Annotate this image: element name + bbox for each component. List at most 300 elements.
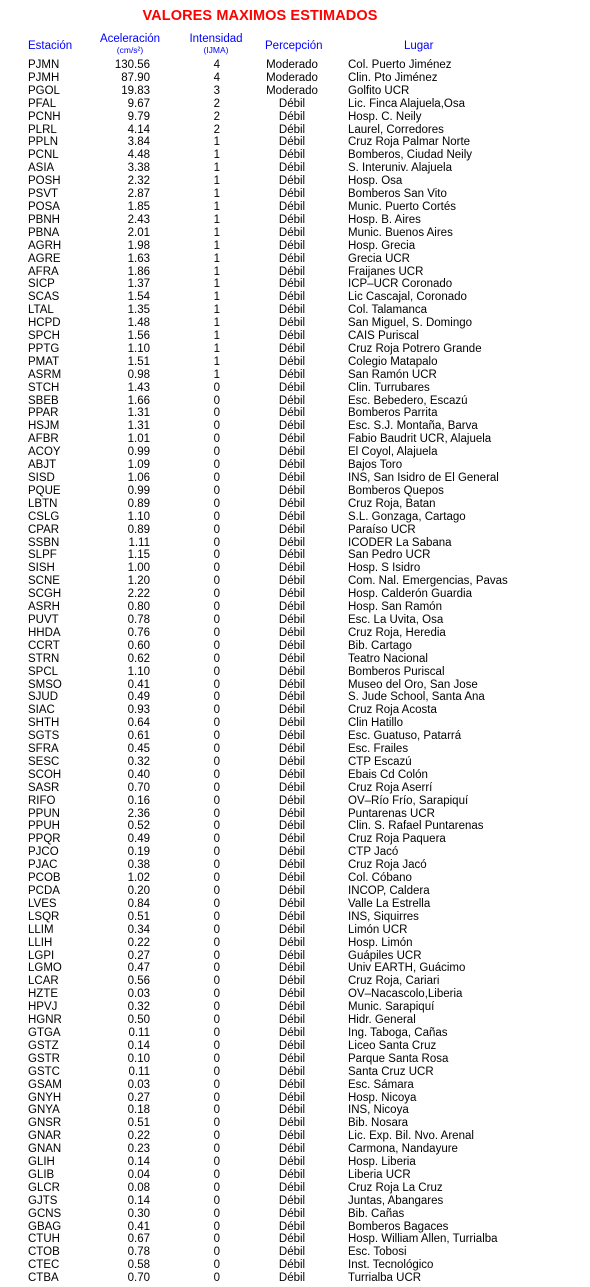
perception-cell: Débil bbox=[278, 355, 306, 368]
table-row bbox=[0, 1195, 590, 1208]
place-cell: INCOP, Caldera bbox=[348, 885, 430, 897]
table-row bbox=[0, 1221, 590, 1234]
perception-cell: Débil bbox=[278, 407, 306, 420]
acceleration-cell: 0.03 bbox=[127, 1078, 150, 1091]
place-cell: Lic. Finca Alajuela,Osa bbox=[348, 97, 465, 110]
table-row bbox=[0, 136, 590, 149]
perception-cell: Débil bbox=[278, 123, 306, 136]
intensity-cell: 1 bbox=[213, 175, 220, 188]
table-row bbox=[0, 653, 590, 666]
acceleration-cell: 1.00 bbox=[127, 562, 150, 575]
intensity-cell: 1 bbox=[213, 278, 220, 291]
place-cell: Grecia UCR bbox=[348, 252, 410, 265]
place-cell: Col. Puerto Jiménez bbox=[348, 59, 452, 71]
acceleration-cell: 1.15 bbox=[127, 549, 150, 562]
intensity-cell: 0 bbox=[213, 1078, 220, 1091]
station-cell: SIAC bbox=[28, 704, 55, 717]
acceleration-cell: 0.27 bbox=[127, 949, 150, 962]
acceleration-cell: 0.49 bbox=[127, 691, 150, 704]
table-row bbox=[0, 1040, 590, 1053]
place-cell: Fabio Baudrit UCR, Alajuela bbox=[348, 433, 492, 446]
table-row bbox=[0, 833, 590, 846]
intensity-cell: 0 bbox=[213, 536, 220, 549]
intensity-cell: 0 bbox=[213, 446, 220, 459]
table-row bbox=[0, 511, 590, 524]
perception-cell: Débil bbox=[278, 1078, 306, 1091]
perception-cell: Débil bbox=[278, 743, 306, 756]
table-row bbox=[0, 278, 590, 291]
station-cell: HZTE bbox=[28, 988, 59, 1001]
place-cell: Cruz Roja Paquera bbox=[348, 833, 446, 846]
acceleration-cell: 0.11 bbox=[128, 1065, 150, 1078]
perception-cell: Débil bbox=[278, 872, 306, 885]
station-cell: GNSR bbox=[28, 1117, 62, 1130]
acceleration-cell: 0.41 bbox=[127, 1220, 150, 1233]
place-cell: Clin. Pto Jiménez bbox=[348, 71, 438, 84]
perception-cell: Débil bbox=[278, 833, 306, 846]
table-row bbox=[0, 769, 590, 782]
column-header-acceleration bbox=[90, 33, 170, 55]
perception-cell: Débil bbox=[278, 755, 306, 768]
intensity-cell: 1 bbox=[213, 304, 220, 317]
place-cell: INS, Siquirres bbox=[348, 910, 419, 923]
table-row bbox=[0, 691, 590, 704]
acceleration-cell: 1.02 bbox=[127, 872, 150, 885]
intensity-cell: 0 bbox=[213, 885, 220, 897]
acceleration-cell: 0.14 bbox=[127, 1039, 150, 1052]
acceleration-cell: 3.84 bbox=[127, 136, 150, 149]
acceleration-cell: 0.67 bbox=[127, 1233, 150, 1246]
table-row bbox=[0, 291, 590, 304]
table-row bbox=[0, 743, 590, 756]
perception-cell: Débil bbox=[278, 1117, 306, 1130]
table-row bbox=[0, 85, 590, 98]
acceleration-cell: 0.56 bbox=[127, 975, 150, 988]
intensity-cell: 0 bbox=[213, 601, 220, 614]
table-row bbox=[0, 227, 590, 240]
perception-cell: Débil bbox=[278, 149, 306, 162]
acceleration-cell: 0.52 bbox=[127, 820, 150, 833]
place-cell: Esc. Guatuso, Patarrá bbox=[348, 730, 462, 743]
intensity-cell: 4 bbox=[213, 71, 220, 84]
intensity-unit-label: (IJMA) bbox=[203, 45, 229, 55]
table-row bbox=[0, 988, 590, 1001]
table-row bbox=[0, 730, 590, 743]
place-cell: Hosp. San Ramón bbox=[348, 601, 442, 614]
perception-cell: Débil bbox=[278, 484, 306, 497]
station-cell: PBNH bbox=[28, 213, 60, 226]
intensity-cell: 0 bbox=[213, 923, 220, 936]
table-row bbox=[0, 459, 590, 472]
acceleration-cell: 1.11 bbox=[128, 536, 150, 549]
perception-cell: Débil bbox=[278, 175, 306, 188]
place-cell: Esc. La Uvita, Osa bbox=[348, 613, 444, 626]
perception-cell: Débil bbox=[278, 523, 306, 536]
intensity-cell: 0 bbox=[213, 562, 220, 575]
intensity-cell: 1 bbox=[213, 213, 220, 226]
table-row bbox=[0, 72, 590, 85]
intensity-cell: 1 bbox=[213, 317, 220, 330]
table-row bbox=[0, 124, 590, 137]
acceleration-cell: 2.43 bbox=[127, 213, 150, 226]
station-cell: PJCO bbox=[28, 846, 59, 859]
station-cell: RIFO bbox=[28, 794, 56, 807]
place-cell: Liceo Santa Cruz bbox=[348, 1039, 437, 1052]
intensity-cell: 0 bbox=[213, 1091, 220, 1104]
intensity-cell: 0 bbox=[213, 1143, 220, 1156]
intensity-cell: 0 bbox=[213, 1065, 220, 1078]
intensity-cell: 0 bbox=[213, 755, 220, 768]
perception-cell: Débil bbox=[278, 446, 306, 459]
place-cell: S.L. Gonzaga, Cartago bbox=[348, 510, 466, 523]
acceleration-cell: 0.22 bbox=[127, 936, 150, 949]
column-header-intensity bbox=[180, 33, 252, 55]
table-row bbox=[0, 201, 590, 214]
station-cell: HSJM bbox=[28, 420, 60, 433]
station-cell: PQUE bbox=[28, 484, 61, 497]
perception-cell: Débil bbox=[278, 730, 306, 743]
intensity-cell: 0 bbox=[213, 665, 220, 678]
perception-cell: Débil bbox=[278, 678, 306, 691]
table-row bbox=[0, 950, 590, 963]
table-row bbox=[0, 1143, 590, 1156]
place-cell: Com. Nal. Emergencias, Pavas bbox=[348, 575, 508, 588]
station-cell: GNAR bbox=[28, 1130, 62, 1143]
intensity-cell: 0 bbox=[213, 1014, 220, 1027]
station-cell: LCAR bbox=[28, 975, 59, 988]
station-cell: PBNA bbox=[28, 226, 60, 239]
table-row bbox=[0, 1246, 590, 1259]
intensity-cell: 1 bbox=[213, 252, 220, 265]
intensity-cell: 0 bbox=[213, 1052, 220, 1065]
intensity-cell: 0 bbox=[213, 975, 220, 988]
acceleration-cell: 2.87 bbox=[127, 188, 150, 201]
intensity-cell: 0 bbox=[213, 846, 220, 859]
intensity-cell: 0 bbox=[213, 652, 220, 665]
station-cell: CTBA bbox=[28, 1272, 59, 1285]
table-row bbox=[0, 472, 590, 485]
station-cell: GNYH bbox=[28, 1091, 62, 1104]
place-cell: Clin. S. Rafael Puntarenas bbox=[348, 820, 484, 833]
station-cell: LLIH bbox=[28, 936, 53, 949]
table-row bbox=[0, 1014, 590, 1027]
acceleration-cell: 1.31 bbox=[127, 407, 150, 420]
station-cell: SFRA bbox=[28, 743, 59, 756]
acceleration-cell: 0.19 bbox=[127, 846, 150, 859]
table-row bbox=[0, 872, 590, 885]
intensity-cell: 0 bbox=[213, 381, 220, 394]
acceleration-cell: 2.32 bbox=[127, 175, 150, 188]
acceleration-cell: 0.27 bbox=[127, 1091, 150, 1104]
station-cell: LSQR bbox=[28, 910, 60, 923]
intensity-cell: 0 bbox=[213, 613, 220, 626]
table-row bbox=[0, 420, 590, 433]
intensity-cell: 1 bbox=[213, 291, 220, 304]
perception-cell: Débil bbox=[278, 1143, 306, 1156]
intensity-cell: 0 bbox=[213, 910, 220, 923]
perception-cell: Débil bbox=[278, 433, 306, 446]
intensity-cell: 0 bbox=[213, 575, 220, 588]
place-cell: Cruz Roja Palmar Norte bbox=[348, 136, 471, 149]
station-cell: CCRT bbox=[28, 639, 60, 652]
perception-cell: Débil bbox=[278, 1233, 306, 1246]
perception-cell: Débil bbox=[278, 497, 306, 510]
place-cell: Bomberos Puriscal bbox=[348, 665, 445, 678]
perception-cell: Débil bbox=[278, 1065, 306, 1078]
place-cell: ICODER La Sabana bbox=[348, 536, 452, 549]
table-row bbox=[0, 433, 590, 446]
intensity-cell: 0 bbox=[213, 678, 220, 691]
acceleration-cell: 1.10 bbox=[127, 665, 150, 678]
perception-cell: Débil bbox=[278, 794, 306, 807]
place-cell: Hosp. Nicoya bbox=[348, 1091, 417, 1104]
station-cell: STRN bbox=[28, 652, 60, 665]
acceleration-cell: 0.50 bbox=[127, 1014, 150, 1027]
station-cell: SISH bbox=[28, 562, 55, 575]
acceleration-cell: 1.43 bbox=[127, 381, 150, 394]
station-cell: SASR bbox=[28, 781, 60, 794]
place-cell: Col. Talamanca bbox=[348, 304, 428, 317]
acceleration-cell: 0.58 bbox=[127, 1259, 150, 1272]
perception-cell: Débil bbox=[278, 704, 306, 717]
place-cell: Bib. Cartago bbox=[348, 639, 412, 652]
acceleration-cell: 0.93 bbox=[127, 704, 150, 717]
station-cell: PPUN bbox=[28, 807, 60, 820]
intensity-cell: 2 bbox=[213, 123, 220, 136]
place-cell: Bomberos Bagaces bbox=[348, 1220, 449, 1233]
station-cell: CSLG bbox=[28, 510, 60, 523]
perception-cell: Débil bbox=[278, 1259, 306, 1272]
station-cell: SESC bbox=[28, 755, 60, 768]
table-row bbox=[0, 485, 590, 498]
place-cell: Hosp. William Allen, Turrialba bbox=[348, 1233, 498, 1246]
acceleration-cell: 0.11 bbox=[128, 1026, 150, 1039]
station-cell: LBTN bbox=[28, 497, 58, 510]
acceleration-cell: 1.54 bbox=[127, 291, 150, 304]
table-row bbox=[0, 240, 590, 253]
perception-cell: Débil bbox=[278, 330, 306, 343]
table-row bbox=[0, 1156, 590, 1169]
table-row bbox=[0, 549, 590, 562]
acceleration-cell: 0.70 bbox=[127, 1272, 150, 1285]
table-row bbox=[0, 1066, 590, 1079]
table-row bbox=[0, 782, 590, 795]
place-cell: Carmona, Nandayure bbox=[348, 1143, 458, 1156]
intensity-cell: 0 bbox=[213, 936, 220, 949]
intensity-cell: 0 bbox=[213, 794, 220, 807]
table-row bbox=[0, 1182, 590, 1195]
place-cell: Esc. Sámara bbox=[348, 1078, 414, 1091]
intensity-cell: 0 bbox=[213, 459, 220, 472]
place-cell: Esc. Frailes bbox=[348, 743, 409, 756]
table-row bbox=[0, 330, 590, 343]
table-row bbox=[0, 1104, 590, 1117]
place-cell: Turrialba UCR bbox=[348, 1272, 422, 1285]
station-cell: CTEC bbox=[28, 1259, 60, 1272]
acceleration-cell: 130.56 bbox=[114, 59, 150, 71]
place-cell: S. Interuniv. Alajuela bbox=[348, 162, 452, 175]
place-cell: Cruz Roja Acosta bbox=[348, 704, 437, 717]
perception-cell: Débil bbox=[278, 768, 306, 781]
place-cell: Lic. Exp. Bil. Nvo. Arenal bbox=[348, 1130, 474, 1143]
perception-cell: Débil bbox=[278, 1039, 306, 1052]
data-table-body bbox=[0, 59, 590, 1285]
intensity-cell: 1 bbox=[213, 368, 220, 381]
perception-cell: Débil bbox=[278, 110, 306, 123]
perception-cell: Débil bbox=[278, 1130, 306, 1143]
station-cell: SSBN bbox=[28, 536, 60, 549]
station-cell: PCOB bbox=[28, 872, 61, 885]
table-row bbox=[0, 356, 590, 369]
table-row bbox=[0, 1001, 590, 1014]
place-cell: Hosp. B. Aires bbox=[348, 213, 421, 226]
acceleration-cell: 0.40 bbox=[127, 768, 150, 781]
column-header-perception: Percepción bbox=[265, 40, 323, 52]
place-cell: Munic. Puerto Cortés bbox=[348, 200, 457, 213]
perception-cell: Débil bbox=[278, 601, 306, 614]
place-cell: Cruz Roja, Heredia bbox=[348, 626, 446, 639]
acceleration-cell: 0.32 bbox=[127, 1001, 150, 1014]
station-cell: PMAT bbox=[28, 355, 60, 368]
place-cell: Hosp. Calderón Guardia bbox=[348, 588, 473, 601]
place-cell: Museo del Oro, San Jose bbox=[348, 678, 478, 691]
intensity-cell: 1 bbox=[213, 162, 220, 175]
perception-cell: Débil bbox=[278, 936, 306, 949]
place-cell: Munic. Sarapiquí bbox=[348, 1001, 435, 1014]
place-cell: ICP–UCR Coronado bbox=[348, 278, 453, 291]
table-row bbox=[0, 795, 590, 808]
station-cell: PSVT bbox=[28, 188, 59, 201]
perception-cell: Débil bbox=[278, 781, 306, 794]
intensity-cell: 0 bbox=[213, 859, 220, 872]
perception-cell: Débil bbox=[278, 885, 306, 897]
perception-cell: Débil bbox=[278, 626, 306, 639]
table-row bbox=[0, 575, 590, 588]
perception-cell: Débil bbox=[278, 252, 306, 265]
acceleration-cell: 0.08 bbox=[127, 1181, 150, 1194]
station-cell: GNYA bbox=[28, 1104, 60, 1117]
perception-cell: Débil bbox=[278, 472, 306, 484]
intensity-cell: 0 bbox=[213, 1156, 220, 1169]
station-cell: PCNL bbox=[28, 149, 59, 162]
table-row bbox=[0, 975, 590, 988]
place-cell: San Ramón UCR bbox=[348, 368, 437, 381]
acceleration-cell: 0.47 bbox=[127, 962, 150, 975]
table-row bbox=[0, 343, 590, 356]
intensity-cell: 1 bbox=[213, 136, 220, 149]
place-cell: Paraíso UCR bbox=[348, 523, 416, 536]
perception-cell: Débil bbox=[278, 1026, 306, 1039]
acceleration-cell: 0.61 bbox=[127, 730, 150, 743]
place-cell: Hosp. Grecia bbox=[348, 239, 416, 252]
acceleration-cell: 0.76 bbox=[127, 626, 150, 639]
station-cell: PPTG bbox=[28, 342, 60, 355]
intensity-cell: 0 bbox=[213, 1026, 220, 1039]
column-header-place: Lugar bbox=[404, 40, 434, 52]
table-row bbox=[0, 537, 590, 550]
intensity-cell: 4 bbox=[213, 59, 220, 71]
acceleration-cell: 1.86 bbox=[127, 265, 150, 278]
acceleration-cell: 0.22 bbox=[127, 1130, 150, 1143]
station-cell: PJMN bbox=[28, 59, 60, 71]
place-cell: OV–Río Frío, Sarapiquí bbox=[348, 794, 469, 807]
station-cell: SBEB bbox=[28, 394, 59, 407]
perception-cell: Moderado bbox=[266, 59, 318, 71]
station-cell: GSTZ bbox=[28, 1039, 59, 1052]
acceleration-cell: 2.22 bbox=[127, 588, 150, 601]
column-header-station: Estación bbox=[28, 40, 73, 52]
perception-cell: Débil bbox=[278, 368, 306, 381]
intensity-cell: 0 bbox=[213, 497, 220, 510]
station-cell: SCAS bbox=[28, 291, 60, 304]
table-row bbox=[0, 808, 590, 821]
table-row bbox=[0, 175, 590, 188]
acceleration-cell: 9.79 bbox=[127, 110, 150, 123]
station-cell: GTGA bbox=[28, 1026, 61, 1039]
intensity-cell: 0 bbox=[213, 1130, 220, 1143]
acceleration-cell: 1.35 bbox=[127, 304, 150, 317]
place-cell: Puntarenas UCR bbox=[348, 807, 435, 820]
table-row bbox=[0, 666, 590, 679]
acceleration-cell: 0.84 bbox=[127, 897, 150, 910]
perception-cell: Débil bbox=[278, 381, 306, 394]
table-row bbox=[0, 846, 590, 859]
perception-cell: Débil bbox=[278, 510, 306, 523]
intensity-cell: 0 bbox=[213, 962, 220, 975]
perception-cell: Débil bbox=[278, 265, 306, 278]
place-cell: Guápiles UCR bbox=[348, 949, 422, 962]
place-cell: Hidr. General bbox=[348, 1014, 416, 1027]
perception-cell: Moderado bbox=[266, 71, 318, 84]
place-cell: Clin. Turrubares bbox=[348, 381, 430, 394]
table-row bbox=[0, 562, 590, 575]
acceleration-cell: 0.04 bbox=[127, 1168, 150, 1181]
acceleration-cell: 1.85 bbox=[127, 200, 150, 213]
intensity-cell: 2 bbox=[213, 97, 220, 110]
perception-cell: Débil bbox=[278, 1168, 306, 1181]
intensity-cell: 0 bbox=[213, 433, 220, 446]
station-cell: HHDA bbox=[28, 626, 61, 639]
place-cell: S. Jude School, Santa Ana bbox=[348, 691, 485, 704]
station-cell: LVES bbox=[28, 897, 57, 910]
table-row bbox=[0, 1272, 590, 1285]
station-cell: PLRL bbox=[28, 123, 57, 136]
intensity-cell: 0 bbox=[213, 768, 220, 781]
place-cell: Bib. Cañas bbox=[348, 1207, 405, 1220]
perception-cell: Débil bbox=[278, 188, 306, 201]
place-cell: Parque Santa Rosa bbox=[348, 1052, 449, 1065]
perception-cell: Débil bbox=[278, 304, 306, 317]
place-cell: Hosp. S Isidro bbox=[348, 562, 421, 575]
intensity-cell: 0 bbox=[213, 949, 220, 962]
table-row bbox=[0, 407, 590, 420]
station-cell: GSTR bbox=[28, 1052, 60, 1065]
station-cell: SPCL bbox=[28, 665, 59, 678]
acceleration-cell: 0.18 bbox=[127, 1104, 150, 1117]
place-cell: Fraijanes UCR bbox=[348, 265, 424, 278]
place-cell: INS, San Isidro de El General bbox=[348, 472, 499, 484]
perception-cell: Débil bbox=[278, 291, 306, 304]
intensity-cell: 1 bbox=[213, 330, 220, 343]
intensity-cell: 0 bbox=[213, 820, 220, 833]
table-row bbox=[0, 601, 590, 614]
station-cell: POSH bbox=[28, 175, 61, 188]
place-cell: CAIS Puriscal bbox=[348, 330, 419, 343]
perception-cell: Débil bbox=[278, 1156, 306, 1169]
acceleration-cell: 1.06 bbox=[127, 472, 150, 484]
acceleration-cell: 0.38 bbox=[127, 859, 150, 872]
table-row bbox=[0, 98, 590, 111]
